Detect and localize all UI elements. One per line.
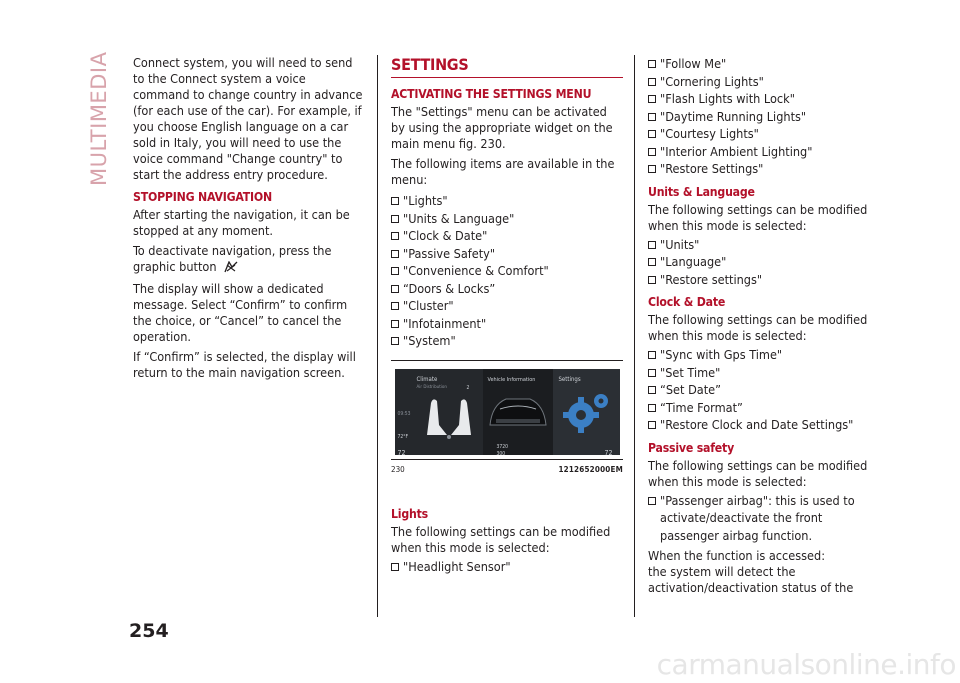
stopping-paragraph-2-text: To deactivate navigation, press the graphic button bbox=[133, 243, 332, 274]
units-list bbox=[648, 236, 880, 289]
car-icon bbox=[486, 385, 550, 435]
fan-level: 2 bbox=[466, 384, 470, 391]
list-item: "Clock & Date" bbox=[391, 227, 623, 245]
list-item: "Units" bbox=[648, 236, 880, 254]
list-item: "Daytime Running Lights" bbox=[648, 108, 880, 126]
odometer-2: 300 bbox=[496, 450, 506, 455]
list-item: "Set Time" bbox=[648, 364, 880, 382]
list-item: "Convenience & Comfort" bbox=[391, 262, 623, 280]
vehicle-info-panel bbox=[483, 369, 553, 455]
stopping-paragraph-4: If “Confirm” is selected, the display will return to the main navigation screen. bbox=[133, 349, 356, 380]
list-item: "Flash Lights with Lock" bbox=[648, 90, 880, 108]
passive-paragraph-3: the system will detect the activation/deactivation status of the bbox=[648, 564, 854, 595]
list-item: "Infotainment" bbox=[391, 315, 623, 333]
temp-right: 72 bbox=[604, 448, 613, 455]
lights-list bbox=[391, 558, 623, 576]
activating-settings-heading: ACTIVATING THE SETTINGS MENU bbox=[391, 87, 592, 101]
list-item: "Restore Settings" bbox=[648, 160, 880, 178]
figure-bottom-rule bbox=[391, 459, 623, 460]
intro-paragraph: Connect system, you will need to send to the Connect system a voice command to change country in advance (for each use of the car). For example, if you choose English language on a car sold in Italy, you will need to use the voice command "Change country" to start the address entry procedure. bbox=[133, 55, 363, 182]
list-item: "System" bbox=[391, 332, 623, 350]
clock-paragraph: The following settings can be modified when this mode is selected: bbox=[648, 312, 868, 343]
column-divider-left bbox=[377, 55, 378, 617]
passive-safety-heading: Passive safety bbox=[648, 440, 735, 455]
passive-list bbox=[648, 492, 880, 545]
climate-panel bbox=[395, 369, 483, 455]
list-item: “Set Date” bbox=[648, 381, 880, 399]
stopping-paragraph-1: After starting the navigation, it can be stopped at any moment. bbox=[133, 207, 350, 238]
passive-paragraph-2: When the function is accessed: bbox=[648, 548, 826, 563]
stopping-navigation-heading: STOPPING NAVIGATION bbox=[133, 190, 273, 204]
list-item: "Cluster" bbox=[391, 297, 623, 315]
passive-paragraph-1: The following settings can be modified when this mode is selected: bbox=[648, 457, 868, 489]
figure-caption bbox=[391, 462, 623, 478]
stopping-paragraph-2 bbox=[133, 243, 365, 277]
list-item: "Passive Safety" bbox=[391, 245, 623, 263]
lights-list-continued bbox=[648, 55, 880, 178]
clock-date-heading: Clock & Date bbox=[648, 295, 726, 309]
column-3 bbox=[648, 55, 880, 600]
figure-230-screen bbox=[395, 369, 620, 455]
activating-paragraph-1: The "Settings" menu can be activated by using the appropriate widget on the main menu fig. 230. bbox=[391, 104, 613, 151]
stopping-paragraph-3: The display will show a dedicated message. Select “Confirm” to confirm the choice, or “Cancel” to cancel the operation. bbox=[133, 281, 348, 344]
list-item: "Lights" bbox=[391, 192, 623, 210]
temp-left: 72 bbox=[397, 448, 406, 455]
list-item: "Restore Clock and Date Settings" bbox=[648, 416, 880, 434]
figure-number: 230 bbox=[391, 464, 405, 474]
figure-top-rule bbox=[391, 360, 623, 361]
list-item: “Time Format” bbox=[648, 399, 880, 417]
list-item: "Headlight Sensor" bbox=[391, 558, 623, 576]
lights-heading: Lights bbox=[391, 506, 428, 521]
column-2 bbox=[391, 55, 623, 579]
list-item: "Interior Ambient Lighting" bbox=[648, 143, 880, 161]
lights-paragraph: The following settings can be modified when this mode is selected: bbox=[391, 523, 611, 555]
units-language-heading: Units & Language bbox=[648, 184, 755, 199]
clock-list bbox=[648, 346, 880, 434]
settings-menu-list bbox=[391, 192, 623, 350]
list-item: "Passenger airbag": this is used to activate/deactivate the front passenger airbag function. bbox=[648, 492, 880, 545]
vehicle-info-label: Vehicle Information bbox=[487, 376, 536, 383]
list-item: "Follow Me" bbox=[648, 55, 880, 73]
settings-panel bbox=[553, 369, 620, 455]
activating-paragraph-2: The following items are available in the menu: bbox=[391, 156, 615, 187]
list-item: "Language" bbox=[648, 253, 880, 271]
settings-widget-label: Settings bbox=[558, 375, 581, 383]
watermark: carmanualsonline.info bbox=[656, 648, 956, 681]
list-item: "Restore settings" bbox=[648, 271, 880, 289]
list-item: "Courtesy Lights" bbox=[648, 125, 880, 143]
column-divider-right bbox=[634, 55, 635, 617]
page-number: 254 bbox=[129, 620, 169, 642]
list-item: "Sync with Gps Time" bbox=[648, 346, 880, 364]
navigation-stop-icon bbox=[224, 261, 238, 277]
list-item: “Doors & Locks” bbox=[391, 280, 623, 298]
units-paragraph: The following settings can be modified when this mode is selected: bbox=[648, 201, 868, 233]
outside-temp: 72°F bbox=[397, 433, 409, 440]
air-distribution-label: Air Distribution bbox=[416, 384, 447, 390]
section-label: MULTIMEDIA bbox=[87, 51, 111, 186]
list-item: "Units & Language" bbox=[391, 210, 623, 228]
clock-time: 09:53 bbox=[397, 410, 411, 417]
list-item: "Cornering Lights" bbox=[648, 73, 880, 91]
seats-icon bbox=[419, 395, 479, 440]
settings-heading: SETTINGS bbox=[391, 55, 623, 78]
figure-code: 1212652000EM bbox=[558, 464, 623, 474]
gear-icon bbox=[559, 387, 613, 441]
climate-label: Climate bbox=[416, 375, 438, 383]
column-1 bbox=[133, 55, 365, 385]
odometer-1: 3720 bbox=[496, 443, 508, 450]
